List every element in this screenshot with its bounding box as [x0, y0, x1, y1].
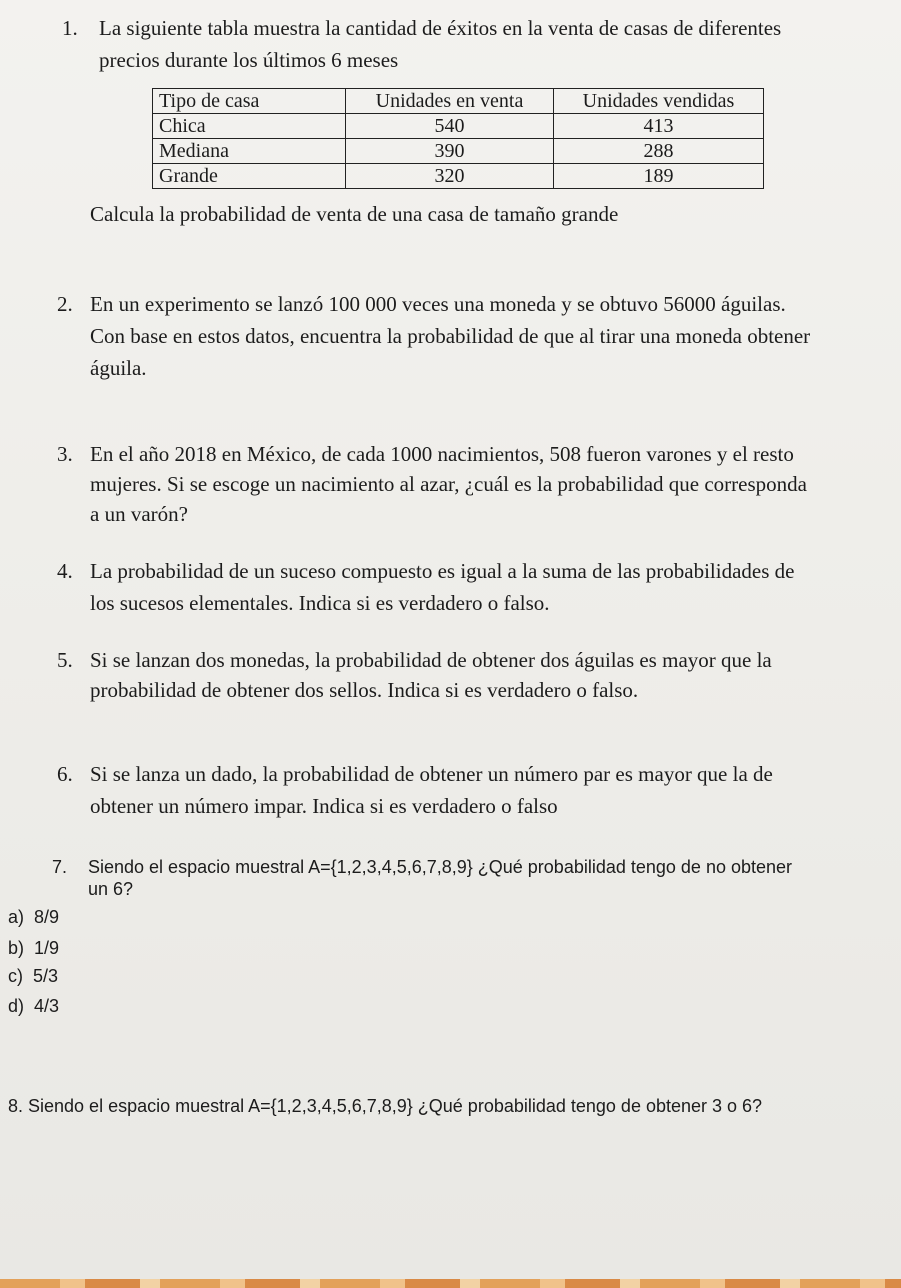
question-5-number: 5.: [57, 648, 73, 672]
question-3-line-2: mujeres. Si se escoge un nacimiento al azar, ¿cuál es la probabilidad que corresponda: [90, 472, 807, 496]
question-1-instruction: Calcula la probabilidad de venta de una casa de tamaño grande: [90, 202, 619, 226]
question-3-line-1: En el año 2018 en México, de cada 1000 nacimientos, 508 fueron varones y el resto: [90, 442, 794, 466]
question-7-line-2: un 6?: [88, 879, 134, 899]
paper-edge: [0, 1279, 901, 1288]
option-letter: c): [8, 966, 23, 986]
question-4-line-2: los sucesos elementales. Indica si es verdadero o falso.: [90, 591, 550, 615]
option-text: 8/9: [34, 907, 60, 927]
question-1-line-2: precios durante los últimos 6 meses: [99, 48, 399, 72]
option-b[interactable]: [8, 935, 59, 962]
table-header: Unidades en venta: [346, 89, 554, 114]
question-4-number: 4.: [57, 559, 73, 583]
question-2-line-3: águila.: [90, 356, 147, 380]
table-header-row: [153, 89, 764, 114]
question-2-line-1: En un experimento se lanzó 100 000 veces una moneda y se obtuvo 56000 águilas.: [90, 292, 786, 316]
table-cell: 413: [554, 114, 764, 139]
option-d[interactable]: [8, 993, 59, 1020]
table-cell: 288: [554, 139, 764, 164]
table-header: Unidades vendidas: [554, 89, 764, 114]
table-cell: Mediana: [153, 139, 346, 164]
option-letter: a): [8, 907, 25, 927]
table-cell: 390: [346, 139, 554, 164]
option-text: 5/3: [33, 966, 59, 986]
question-5-line-2: probabilidad de obtener dos sellos. Indica si es verdadero o falso.: [90, 678, 639, 702]
question-6-number: 6.: [57, 762, 73, 786]
option-text: 4/3: [34, 996, 60, 1016]
table-row: [153, 164, 764, 189]
question-4-line-1: La probabilidad de un suceso compuesto es igual a la suma de las probabilidades de: [90, 559, 795, 583]
table-cell: 189: [554, 164, 764, 189]
question-5-line-1: Si se lanzan dos monedas, la probabilidad de obtener dos águilas es mayor que la: [90, 648, 772, 672]
question-6-line-2: obtener un número impar. Indica si es verdadero o falso: [90, 794, 558, 818]
question-2-number: 2.: [57, 292, 73, 316]
option-a[interactable]: [8, 904, 59, 931]
option-text: 1/9: [34, 938, 60, 958]
table-cell: Chica: [153, 114, 346, 139]
question-7-number: 7.: [52, 857, 68, 877]
sales-table: [152, 88, 764, 189]
question-8: 8. Siendo el espacio muestral A={1,2,3,4,5,6,7,8,9} ¿Qué probabilidad tengo de obtener 3 o 6?: [8, 1096, 763, 1116]
table-cell: 540: [346, 114, 554, 139]
option-letter: d): [8, 996, 25, 1016]
table-cell: 320: [346, 164, 554, 189]
question-1-line-1: La siguiente tabla muestra la cantidad de éxitos en la venta de casas de diferentes: [99, 16, 782, 40]
table-cell: Grande: [153, 164, 346, 189]
question-2-line-2: Con base en estos datos, encuentra la probabilidad de que al tirar una moneda obtener: [90, 324, 811, 348]
question-3-line-3: a un varón?: [90, 502, 188, 526]
question-3-number: 3.: [57, 442, 73, 466]
question-1-number: 1.: [62, 16, 78, 40]
option-c[interactable]: [8, 963, 58, 990]
option-letter: b): [8, 938, 25, 958]
question-6-line-1: Si se lanza un dado, la probabilidad de obtener un número par es mayor que la de: [90, 762, 773, 786]
table-row: [153, 139, 764, 164]
table-header: Tipo de casa: [153, 89, 346, 114]
table-row: [153, 114, 764, 139]
question-7-line-1: Siendo el espacio muestral A={1,2,3,4,5,6,7,8,9} ¿Qué probabilidad tengo de no obtener: [88, 857, 793, 877]
